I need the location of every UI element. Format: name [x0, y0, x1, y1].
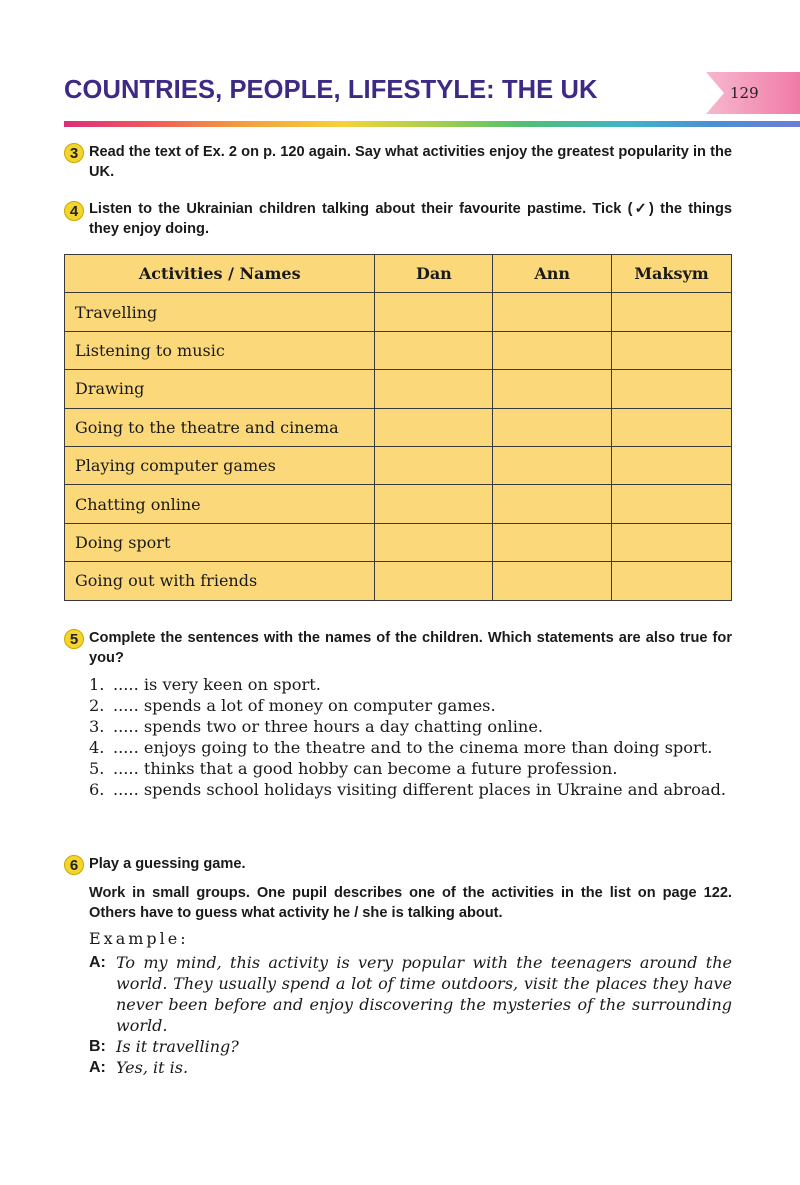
- list-item: [89, 737, 732, 758]
- dialog-line: [89, 1036, 732, 1057]
- tick-cell: [375, 370, 493, 408]
- table-row: [65, 331, 732, 369]
- list-item: [89, 716, 732, 737]
- speaker: A:: [89, 1059, 106, 1076]
- activity-label: Going out with friends: [65, 562, 375, 600]
- column-header: Dan: [375, 255, 493, 293]
- dialog-line: [89, 1057, 732, 1078]
- tick-cell: [493, 446, 612, 484]
- activity-label: Drawing: [65, 370, 375, 408]
- tick-cell: [375, 331, 493, 369]
- list-item: [89, 758, 732, 779]
- example-label: Example:: [89, 929, 189, 948]
- list-item: [89, 695, 732, 716]
- table-row: [65, 523, 732, 561]
- exercise-4-badge: 4: [64, 201, 84, 221]
- activity-label: Going to the theatre and cinema: [65, 408, 375, 446]
- table-row: [65, 293, 732, 331]
- activity-label: Chatting online: [65, 485, 375, 523]
- exercise-3-instructions: Read the text of Ex. 2 on p. 120 again. Say what activities enjoy the greatest popularity in the UK.: [89, 144, 732, 180]
- exercise-6-badge: 6: [64, 855, 84, 875]
- item-number: 1.: [89, 675, 105, 694]
- table-row: [65, 408, 732, 446]
- speaker: A:: [89, 954, 106, 971]
- tick-cell: [493, 523, 612, 561]
- tick-cell: [493, 370, 612, 408]
- tick-cell: [612, 370, 732, 408]
- item-number: 2.: [89, 696, 105, 715]
- dialog-text: Is it travelling?: [116, 1037, 239, 1056]
- exercise-5-instructions: Complete the sentences with the names of the children. Which statements are also true for you?: [89, 630, 732, 666]
- tick-cell: [612, 523, 732, 561]
- item-number: 5.: [89, 759, 105, 778]
- page-number: 129: [730, 84, 759, 102]
- exercise-4-instructions: Listen to the Ukrainian children talking about their favourite pastime. Tick (✓) the things they enjoy doing.: [89, 201, 732, 237]
- exercise-3-badge: 3: [64, 143, 84, 163]
- activity-label: Playing computer games: [65, 446, 375, 484]
- item-number: 4.: [89, 738, 105, 757]
- tick-cell: [493, 331, 612, 369]
- header-rainbow-divider: [64, 121, 800, 127]
- table-row: [65, 562, 732, 600]
- item-text: ..... enjoys going to the theatre and to the cinema more than doing sport.: [113, 738, 713, 757]
- tick-cell: [612, 485, 732, 523]
- speaker: B:: [89, 1038, 106, 1055]
- activity-label: Doing sport: [65, 523, 375, 561]
- table-header-row: [65, 255, 732, 293]
- table-row: [65, 446, 732, 484]
- tick-cell: [375, 408, 493, 446]
- item-text: ..... spends a lot of money on computer games.: [113, 696, 496, 715]
- tick-cell: [375, 562, 493, 600]
- column-header: Activities / Names: [65, 255, 375, 293]
- dialog-text: To my mind, this activity is very popular with the teenagers around the world. They usually spend a lot of time outdoors, visit the places they have never been before and enjoy discovering the mysteries of the surrounding world.: [116, 953, 732, 1035]
- item-text: ..... spends school holidays visiting different places in Ukraine and abroad.: [113, 780, 726, 799]
- tick-cell: [375, 523, 493, 561]
- list-item: [89, 779, 732, 800]
- tick-cell: [493, 408, 612, 446]
- activity-label: Travelling: [65, 293, 375, 331]
- item-number: 3.: [89, 717, 105, 736]
- tick-cell: [612, 446, 732, 484]
- exercise-6-instructions: Play a guessing game.: [89, 856, 246, 872]
- tick-cell: [612, 293, 732, 331]
- sentence-list: [89, 674, 732, 800]
- tick-cell: [612, 562, 732, 600]
- activity-label: Listening to music: [65, 331, 375, 369]
- tick-cell: [493, 293, 612, 331]
- item-text: ..... spends two or three hours a day chatting online.: [113, 717, 544, 736]
- dialog-line: [89, 952, 732, 1036]
- tick-cell: [375, 485, 493, 523]
- table-row: [65, 370, 732, 408]
- tick-cell: [612, 331, 732, 369]
- item-number: 6.: [89, 780, 105, 799]
- list-item: [89, 674, 732, 695]
- tick-cell: [375, 446, 493, 484]
- example-dialog: [89, 952, 732, 1078]
- dialog-text: Yes, it is.: [116, 1058, 189, 1077]
- item-text: ..... is very keen on sport.: [113, 675, 321, 694]
- table-row: [65, 485, 732, 523]
- tick-cell: [375, 293, 493, 331]
- activities-table: [64, 254, 732, 601]
- tick-cell: [493, 485, 612, 523]
- tick-cell: [612, 408, 732, 446]
- column-header: Ann: [493, 255, 612, 293]
- item-text: ..... thinks that a good hobby can become a future profession.: [113, 759, 618, 778]
- tick-cell: [493, 562, 612, 600]
- column-header: Maksym: [612, 255, 732, 293]
- page-title: COUNTRIES, PEOPLE, LIFESTYLE: THE UK: [64, 76, 598, 104]
- game-instructions: Work in small groups. One pupil describes one of the activities in the list on page 122. Others have to guess what activity he / she is talking about.: [89, 885, 732, 921]
- exercise-5-badge: 5: [64, 629, 84, 649]
